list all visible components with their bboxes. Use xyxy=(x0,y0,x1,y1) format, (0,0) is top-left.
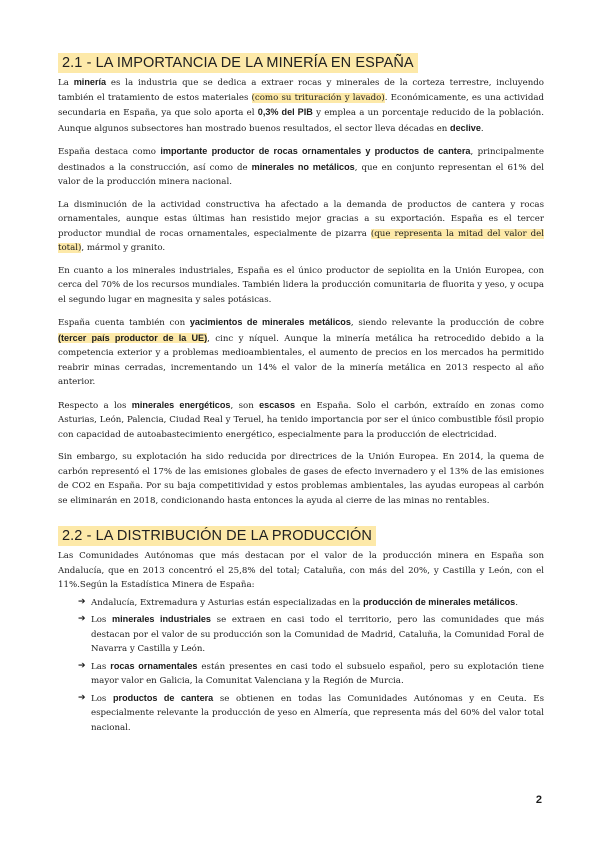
paragraph-minerales-energeticos: Respecto a los minerales energéticos, son escasos en España. Solo el carbón, extraído en zonas como Asturias, León, Palencia, Ciudad Real y Teruel, ha tenido importancia por ser el único combustible fósil propio con capacidad de autoabastecimiento energético, especialmente para la producción de electricidad. xyxy=(58,399,544,440)
list-item: ➔ Andalucía, Extremadura y Asturias están especializadas en la producción de minerales metálicos. xyxy=(78,596,518,608)
arrow-right-icon: ➔ xyxy=(78,660,86,671)
paragraph-minerales-metalicos: España cuenta también con yacimientos de minerales metálicos, siendo relevante la producción de cobre (tercer país productor de la UE), cinc y níquel. Aunque la minería metálica ha retrocedido debido a la competencia exterior y a problemas medioambientales, el aumento de precios en los mercados ha permitido reabrir minas cerradas, incrementando un 14% el valor de la minería metálica en 2013 respecto al año anterior. xyxy=(58,317,545,387)
section-heading-distribucion: 2.2 - LA DISTRIBUCIÓN DE LA PRODUCCIÓN xyxy=(58,526,376,546)
paragraph-minerales-industriales: En cuanto a los minerales industriales, España es el único productor de sepiolita en la Unión Europea, con cerca del 70% de los recursos mundiales. También lidera la producción comunitaria de fluorita y yeso, y ocupa el segundo lugar en magnesita y sales potásicas. xyxy=(58,265,544,305)
paragraph-distribucion-intro: Las Comunidades Autónomas que más destacan por el valor de la producción minera en España son Andalucía, que en 2013 concentró el 25,8% del total; Cataluña, con más del 20%, y Castilla y León, con el 11%.Según la Estadística Minera de España: xyxy=(58,551,544,590)
arrow-right-icon: ➔ xyxy=(78,614,86,624)
distribution-list xyxy=(58,595,544,736)
highlight: (como su trituración y lavado) xyxy=(251,92,385,103)
paragraph-mineria-definicion: La minería es la industria que se dedica a extraer rocas y minerales de la corteza terrestre, incluyendo también el tratamiento de estos materiales (como su trituración y lavado). Económicamente, es una actividad secundaria en España, ya que solo aporta el 0,3% del PIB y emplea a un porcentaje reducido de la población. Aunque algunos subsectores han mostrado buenos resultados, el sector lleva décadas en declive. xyxy=(58,77,545,134)
list-item: ➔ Las rocas ornamentales están presentes en casi todo el subsuelo español, pero su explotación tiene mayor valor en Galicia, la Comunitat Valenciana y la Región de Murcia. xyxy=(78,660,544,686)
highlight: (tercer país productor de la UE) xyxy=(58,332,208,343)
highlight: (que representa la mitad del valor del total) xyxy=(58,228,544,253)
list-item: ➔ Los minerales industriales se extraen en casi todo el territorio, pero las comunidades que más destacan por el valor de su producción son la Comunidad de Madrid, Cataluña, la Comunidad Foral de Navarra y Castilla y León. xyxy=(78,614,545,654)
section-heading-importancia: 2.1 - LA IMPORTANCIA DE LA MINERÍA EN ESPAÑA xyxy=(58,53,418,73)
arrow-right-icon: ➔ xyxy=(78,596,86,607)
paragraph-construccion: La disminución de la actividad constructiva ha afectado a la demanda de productos de cantera y rocas ornamentales, aunque estas últimas han resistido mejor gracias a su exportación. España es el tercer productor mundial de rocas ornamentales, especialmente de pizarra (que representa la mitad del valor del total), mármol y granito. xyxy=(58,199,544,253)
arrow-right-icon: ➔ xyxy=(78,692,86,703)
list-item: ➔ Los productos de cantera se obtienen en todas las Comunidades Autónomas y en Ceuta. Es especialmente relevante la producción de yeso en Almería, que representa más del 60% del valor total nacional. xyxy=(78,692,544,733)
paragraph-rocas-ornamentales: España destaca como importante productor de rocas ornamentales y productos de cantera, principalmente destinados a la construcción, así como de minerales no metálicos, que en conjunto representan el 61% del valor de la producción minera nacional. xyxy=(58,146,544,187)
page-content xyxy=(58,52,544,737)
page-number: 2 xyxy=(535,794,542,806)
paragraph-carbon-ue: Sin embargo, su explotación ha sido reducida por directrices de la Unión Europea. En 2014, la quema de carbón representó el 17% de las emisiones globales de gases de efecto invernadero y el 13% de las emisiones de CO2 en España. Por su baja competitividad y estos problemas ambientales, las ayudas europeas al carbón se eliminarán en 2018, condicionando hasta entonces la ayuda al cierre de las minas no rentables. xyxy=(58,452,544,506)
